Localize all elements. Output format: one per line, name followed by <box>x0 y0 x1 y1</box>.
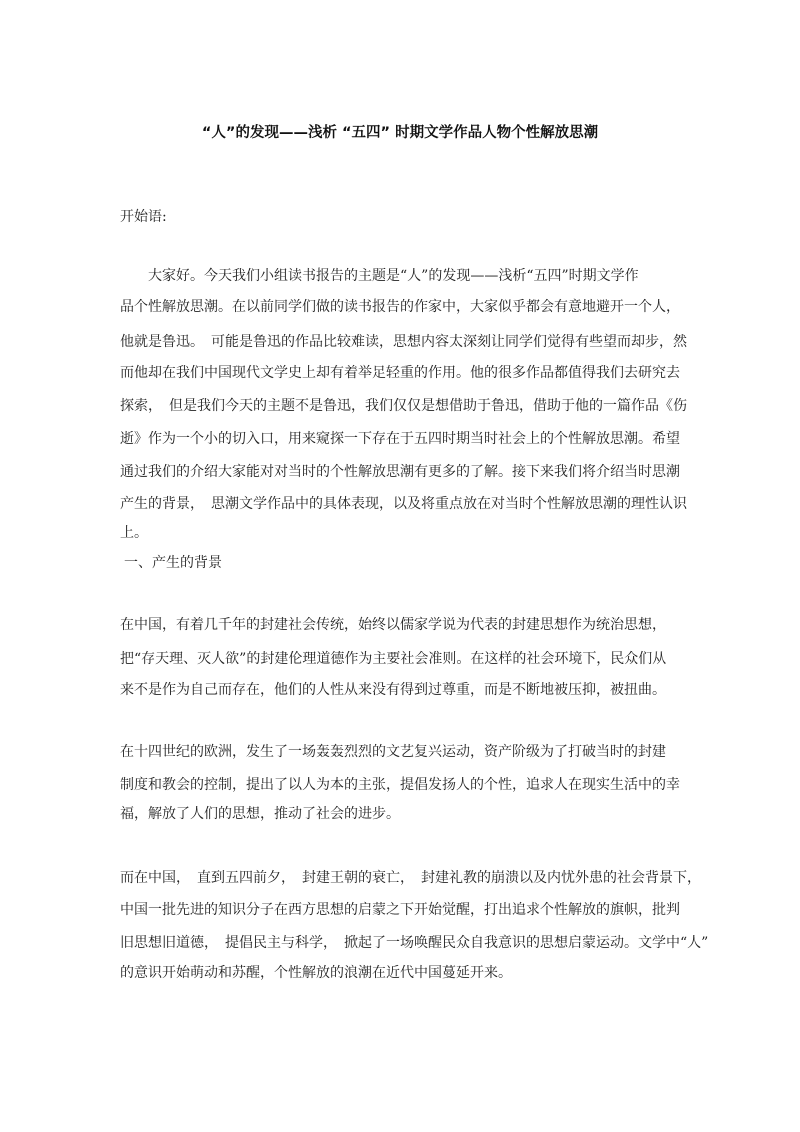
text-line: 中国一批先进的知识分子在西方思想的启蒙之下开始觉醒，打出追求个性解放的旗帜，批判 <box>120 902 680 918</box>
text-line: 品个性解放思潮。在以前同学们做的读书报告的作家中，大家似乎都会有意地避开一个人， <box>120 299 680 315</box>
text-line: 的意识开始萌动和苏醒，个性解放的浪潮在近代中国蔓延开来。 <box>120 965 512 981</box>
text-line: 旧思想旧道德， 提倡民主与科学， 掀起了一场唤醒民众自我意识的思想启蒙运动。文学中“人” <box>120 935 709 951</box>
text-line: 产生的背景， 思潮文学作品中的具体表现，以及将重点放在对当时个性解放思潮的理性认识 <box>120 496 687 512</box>
text-line: 他就是鲁迅。 可能是鲁迅的作品比较难读，思想内容太深刻让同学们觉得有些望而却步，然 <box>120 334 687 350</box>
text-line: 制度和教会的控制，提出了以人为本的主张，提倡发扬人的个性，追求人在现实生活中的幸 <box>120 777 680 793</box>
section-heading: 一、产生的背景 <box>124 555 222 571</box>
text-line: 来不是作为自己而存在，他们的人性从来没有得到过尊重，而是不断地被压抑，被扭曲。 <box>120 682 666 698</box>
text-line: 在中国，有着几千年的封建社会传统，始终以儒家学说为代表的封建思想作为统治思想， <box>120 617 666 633</box>
text-line: 大家好。今天我们小组读书报告的主题是“人”的发现——浅析“五四”时期文学作 <box>120 268 639 284</box>
text-line: 在十四世纪的欧洲，发生了一场轰轰烈烈的文艺复兴运动，资产阶级为了打破当时的封建 <box>120 744 666 760</box>
text-line: 通过我们的介绍大家能对对当时的个性解放思潮有更多的了解。接下来我们将介绍当时思潮 <box>120 464 680 480</box>
text-line: 而在中国， 直到五四前夕， 封建王朝的衰亡， 封建礼教的崩溃以及内忧外患的社会背景下， <box>120 870 701 886</box>
text-line: 把“存天理、灭人欲”的封建伦理道德作为主要社会准则。在这样的社会环境下，民众们从 <box>120 651 667 667</box>
text-line: 福，解放了人们的思想，推动了社会的进步。 <box>120 806 400 822</box>
text-line: 而他却在我们中国现代文学史上却有着举足轻重的作用。他的很多作品都值得我们去研究去 <box>120 365 680 381</box>
text-line: 逝》作为一个小的切入口，用来窥探一下存在于五四时期当时社会上的个性解放思潮。希望 <box>120 431 680 447</box>
text-line: 探索， 但是我们今天的主题不是鲁迅，我们仅仅是想借助于鲁迅，借助于他的一篇作品《伤 <box>120 398 687 414</box>
text-line: 上。 <box>120 525 148 541</box>
opening-label: 开始语: <box>120 209 167 225</box>
document-title: “人”的发现——浅析 “五四” 时期文学作品人物个性解放思潮 <box>201 125 599 141</box>
